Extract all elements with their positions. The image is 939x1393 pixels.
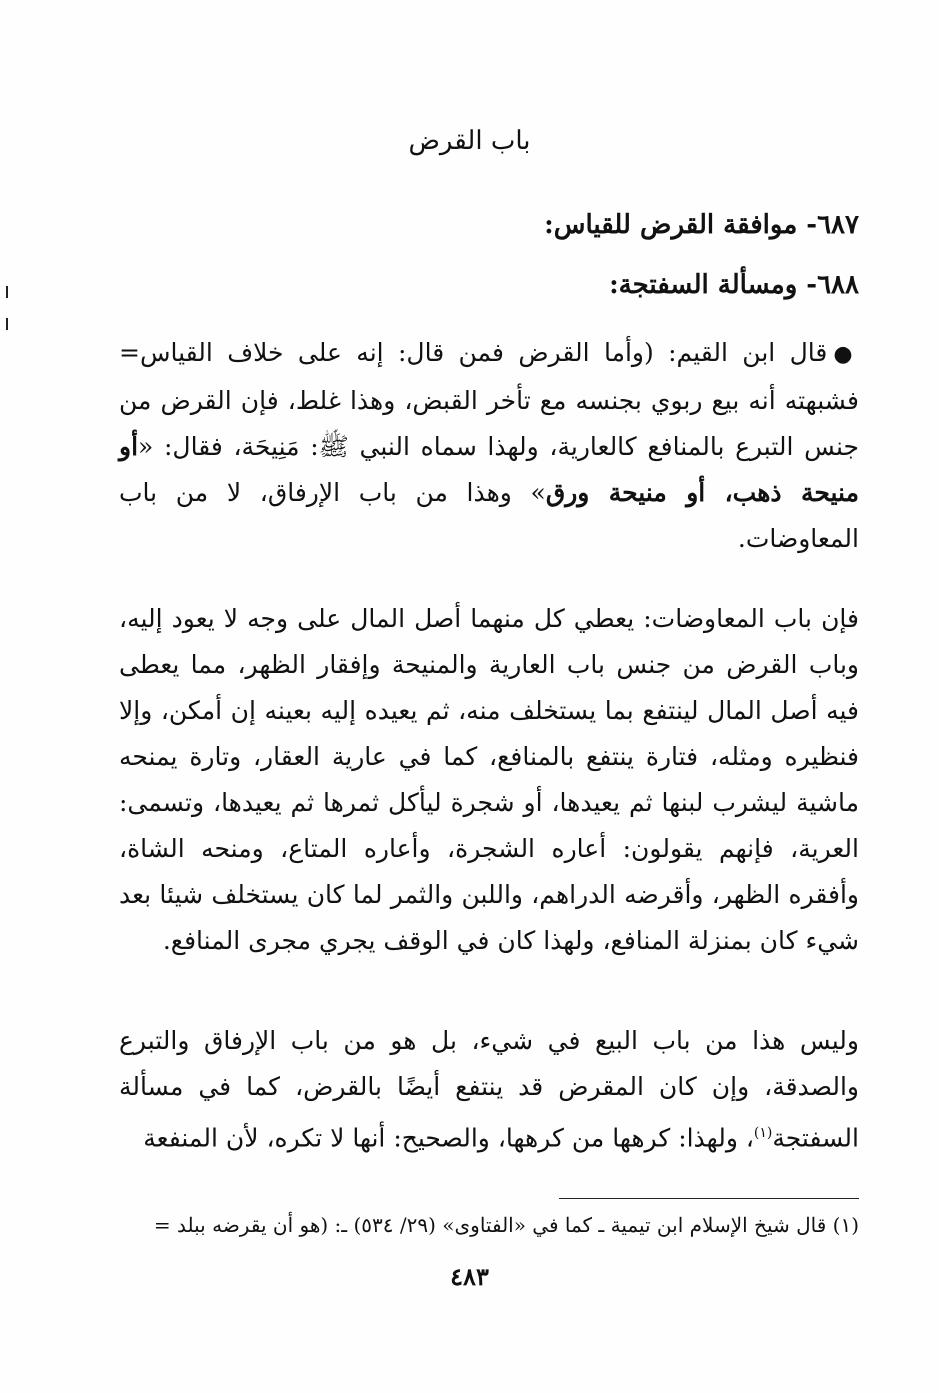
hadith-quote: أو منيحة ذهب، أو منيحة ورق	[119, 432, 859, 507]
paragraph-safataja	[119, 1018, 859, 1161]
footnote-divider	[559, 1198, 859, 1199]
paragraph-text: قال ابن القيم: (وأما القرض فمن قال: إنه على خلاف القياس= فشبهته أنه بيع ربوي بجنسه مع تأخر القبض، وهذا غلط، فإن القرض من جنس التبرع بالمنافع كالعارية، ولهذا سماه النبي ﷺ: مَنِيحَة، فقال: «	[119, 338, 859, 461]
chapter-title: باب القرض	[408, 126, 531, 156]
bullet-icon: ●	[833, 342, 859, 367]
scan-edge-mark	[6, 286, 8, 298]
paragraph-text: وليس هذا من باب البيع في شيء، بل هو من باب الإرفاق والتبرع والصدقة، وإن كان المقرض قد ينتفع أيضًا بالقرض، كما في مسألة السفتجة	[119, 1026, 859, 1153]
paragraph-ibn-qayyim	[119, 330, 859, 562]
paragraph-text: ، ولهذا: كرهها من كرهها، والصحيح: أنها لا تكره، لأن المنفعة	[143, 1123, 754, 1153]
page-number: ٤٨٣	[450, 1262, 489, 1291]
footnote: (١) قال شيخ الإسلام ابن تيمية ـ كما في «الفتاوى» (٢٩/ ٥٣٤) ـ: (هو أن يقرضه ببلد =	[153, 1213, 859, 1237]
paragraph-muawadat: فإن باب المعاوضات: يعطي كل منهما أصل المال على وجه لا يعود إليه، وباب القرض من جنس باب العارية والمنيحة وإفقار الظهر، مما يعطى فيه أصل المال لينتفع بما يستخلف منه، ثم يعيده إليه بعينه إن أمكن، وإلا فنظيره ومثله، فتارة ينتفع بالمنافع، كما في عارية العقار، وتارة يمنحه ماشية ليشرب لبنها ثم يعيدها، أو شجرة ليأكل ثمرها ثم يعيدها، وتسمى: العرية، فإنهم يقولون: أعاره الشجرة، وأعاره المتاع، ومنحه الشاة، وأفقره الظهر، وأقرضه الدراهم، واللبن والثمر لما كان يستخلف شيئا بعد شيء كان بمنزلة المنافع، ولهذا كان في الوقف يجري مجرى المنافع.	[119, 604, 859, 955]
footnote-reference[interactable]: (١)	[753, 1125, 773, 1141]
heading-687: ٦٨٧- موافقة القرض للقياس:	[544, 210, 859, 240]
scan-edge-mark	[6, 318, 8, 330]
heading-688: ٦٨٨- ومسألة السفتجة:	[609, 270, 859, 300]
paragraph-text: » وهذا من باب الإرفاق، لا من باب المعاوضات.	[119, 478, 859, 553]
